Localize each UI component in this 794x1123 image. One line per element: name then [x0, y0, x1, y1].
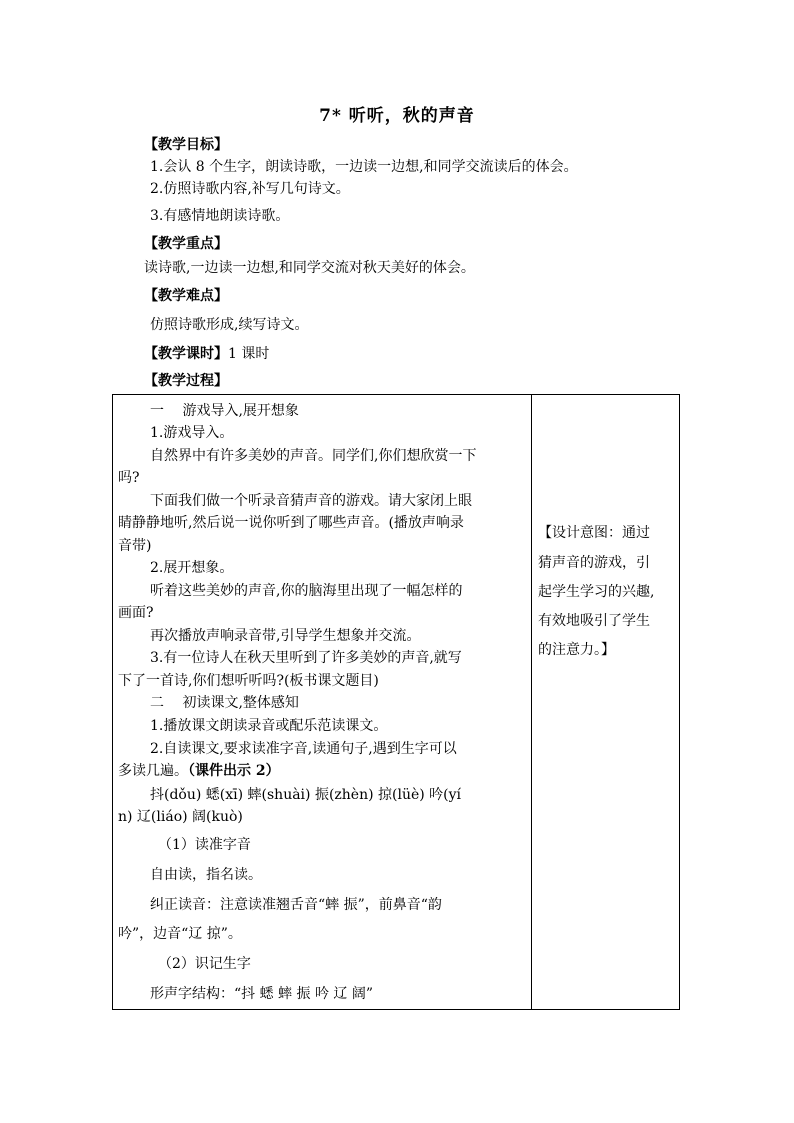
table-line-10: 画面? — [118, 605, 154, 621]
table-line-5: 下面我们做一个听录音猜声音的游戏。请大家闭上眼 — [150, 493, 472, 509]
design-note-line-1: 【设计意图：通过 — [538, 525, 650, 541]
design-note-line-3: 起学生学习的兴趣, — [538, 584, 655, 600]
table-line-8: 2.展开想象。 — [150, 560, 234, 576]
table-column-divider — [531, 394, 532, 1010]
table-line-23: 纠正读音：注意读准翘舌音“蟀 振”，前鼻音“韵 — [150, 897, 442, 913]
table-line-1: 一 游戏导入,展开想象 — [150, 403, 299, 419]
table-line-11: 再次播放声响录音带,引导学生想象并交流。 — [150, 628, 421, 644]
design-note-line-5: 的注意力。】 — [538, 642, 615, 658]
table-line-17 — [118, 760, 280, 780]
table-line-9: 听着这些美妙的声音,你的脑海里出现了一幅怎样的 — [150, 583, 463, 599]
table-line-7: 音带) — [118, 538, 152, 554]
table-line-13: 下了一首诗,你们想听听吗?(板书课文题目) — [118, 673, 379, 689]
difficulty-text: 仿照诗歌形成,续写诗文。 — [150, 317, 309, 333]
hours-heading: 【教学课时】 — [144, 346, 228, 362]
table-line-16: 2.自读课文,要求读准字音,读通句子,遇到生字可以 — [150, 741, 457, 757]
table-line-4: 吗? — [118, 470, 140, 486]
design-note-line-2: 猜声音的游戏，引 — [538, 555, 650, 571]
table-line-22: 自由读，指名读。 — [150, 867, 262, 883]
table-line-3: 自然界中有许多美妙的声音。同学们,你们想欣赏一下 — [150, 448, 477, 464]
table-line-6: 睛静静地听,然后说一说你听到了哪些声音。(播放声响录 — [118, 515, 464, 531]
hours-line — [144, 343, 269, 363]
goal-item-2: 2.仿照诗歌内容,补写几句诗文。 — [150, 181, 350, 197]
hours-text: 1 课时 — [228, 346, 270, 362]
page-title: 7* 听听，秋的声音 — [319, 106, 475, 126]
key-heading: 【教学重点】 — [144, 236, 228, 252]
table-line-12: 3.有一位诗人在秋天里听到了许多美妙的声音,就写 — [150, 650, 462, 666]
process-heading: 【教学过程】 — [144, 373, 228, 389]
table-line-2: 1.游戏导入。 — [150, 425, 234, 441]
goal-item-1: 1.会认 8 个生字，朗读诗歌，一边读一边想,和同学交流读后的体会。 — [150, 159, 578, 175]
table-line-15: 1.播放课文朗读录音或配乐范读课文。 — [150, 718, 388, 734]
design-note-line-4: 有效地吸引了学生 — [538, 613, 650, 629]
subhead-characters: （2）识记生字 — [158, 956, 251, 972]
pinyin-line-2: n) 辽(liáo) 阔(kuò) — [118, 809, 243, 825]
subhead-pronunciation: （1）读准字音 — [158, 837, 251, 853]
table-line-26: 形声字结构：“抖 蟋 蟀 振 吟 辽 阔” — [150, 986, 374, 1002]
table-line-14: 二 初读课文,整体感知 — [150, 695, 299, 711]
table-line-17-text: 多读几遍。 — [118, 763, 188, 779]
table-line-24: 吟”，边音“辽 掠”。 — [118, 926, 242, 942]
difficulty-heading: 【教学难点】 — [144, 288, 228, 304]
goal-item-3: 3.有感情地朗读诗歌。 — [150, 208, 290, 224]
key-text: 读诗歌,一边读一边想,和同学交流对秋天美好的体会。 — [144, 260, 475, 276]
pinyin-line-1: 抖(dǒu) 蟋(xī) 蟀(shuài) 振(zhèn) 掠(lüè) 吟(yí — [150, 787, 462, 803]
courseware-label: （课件出示 2） — [188, 763, 280, 779]
goals-heading: 【教学目标】 — [144, 137, 228, 153]
